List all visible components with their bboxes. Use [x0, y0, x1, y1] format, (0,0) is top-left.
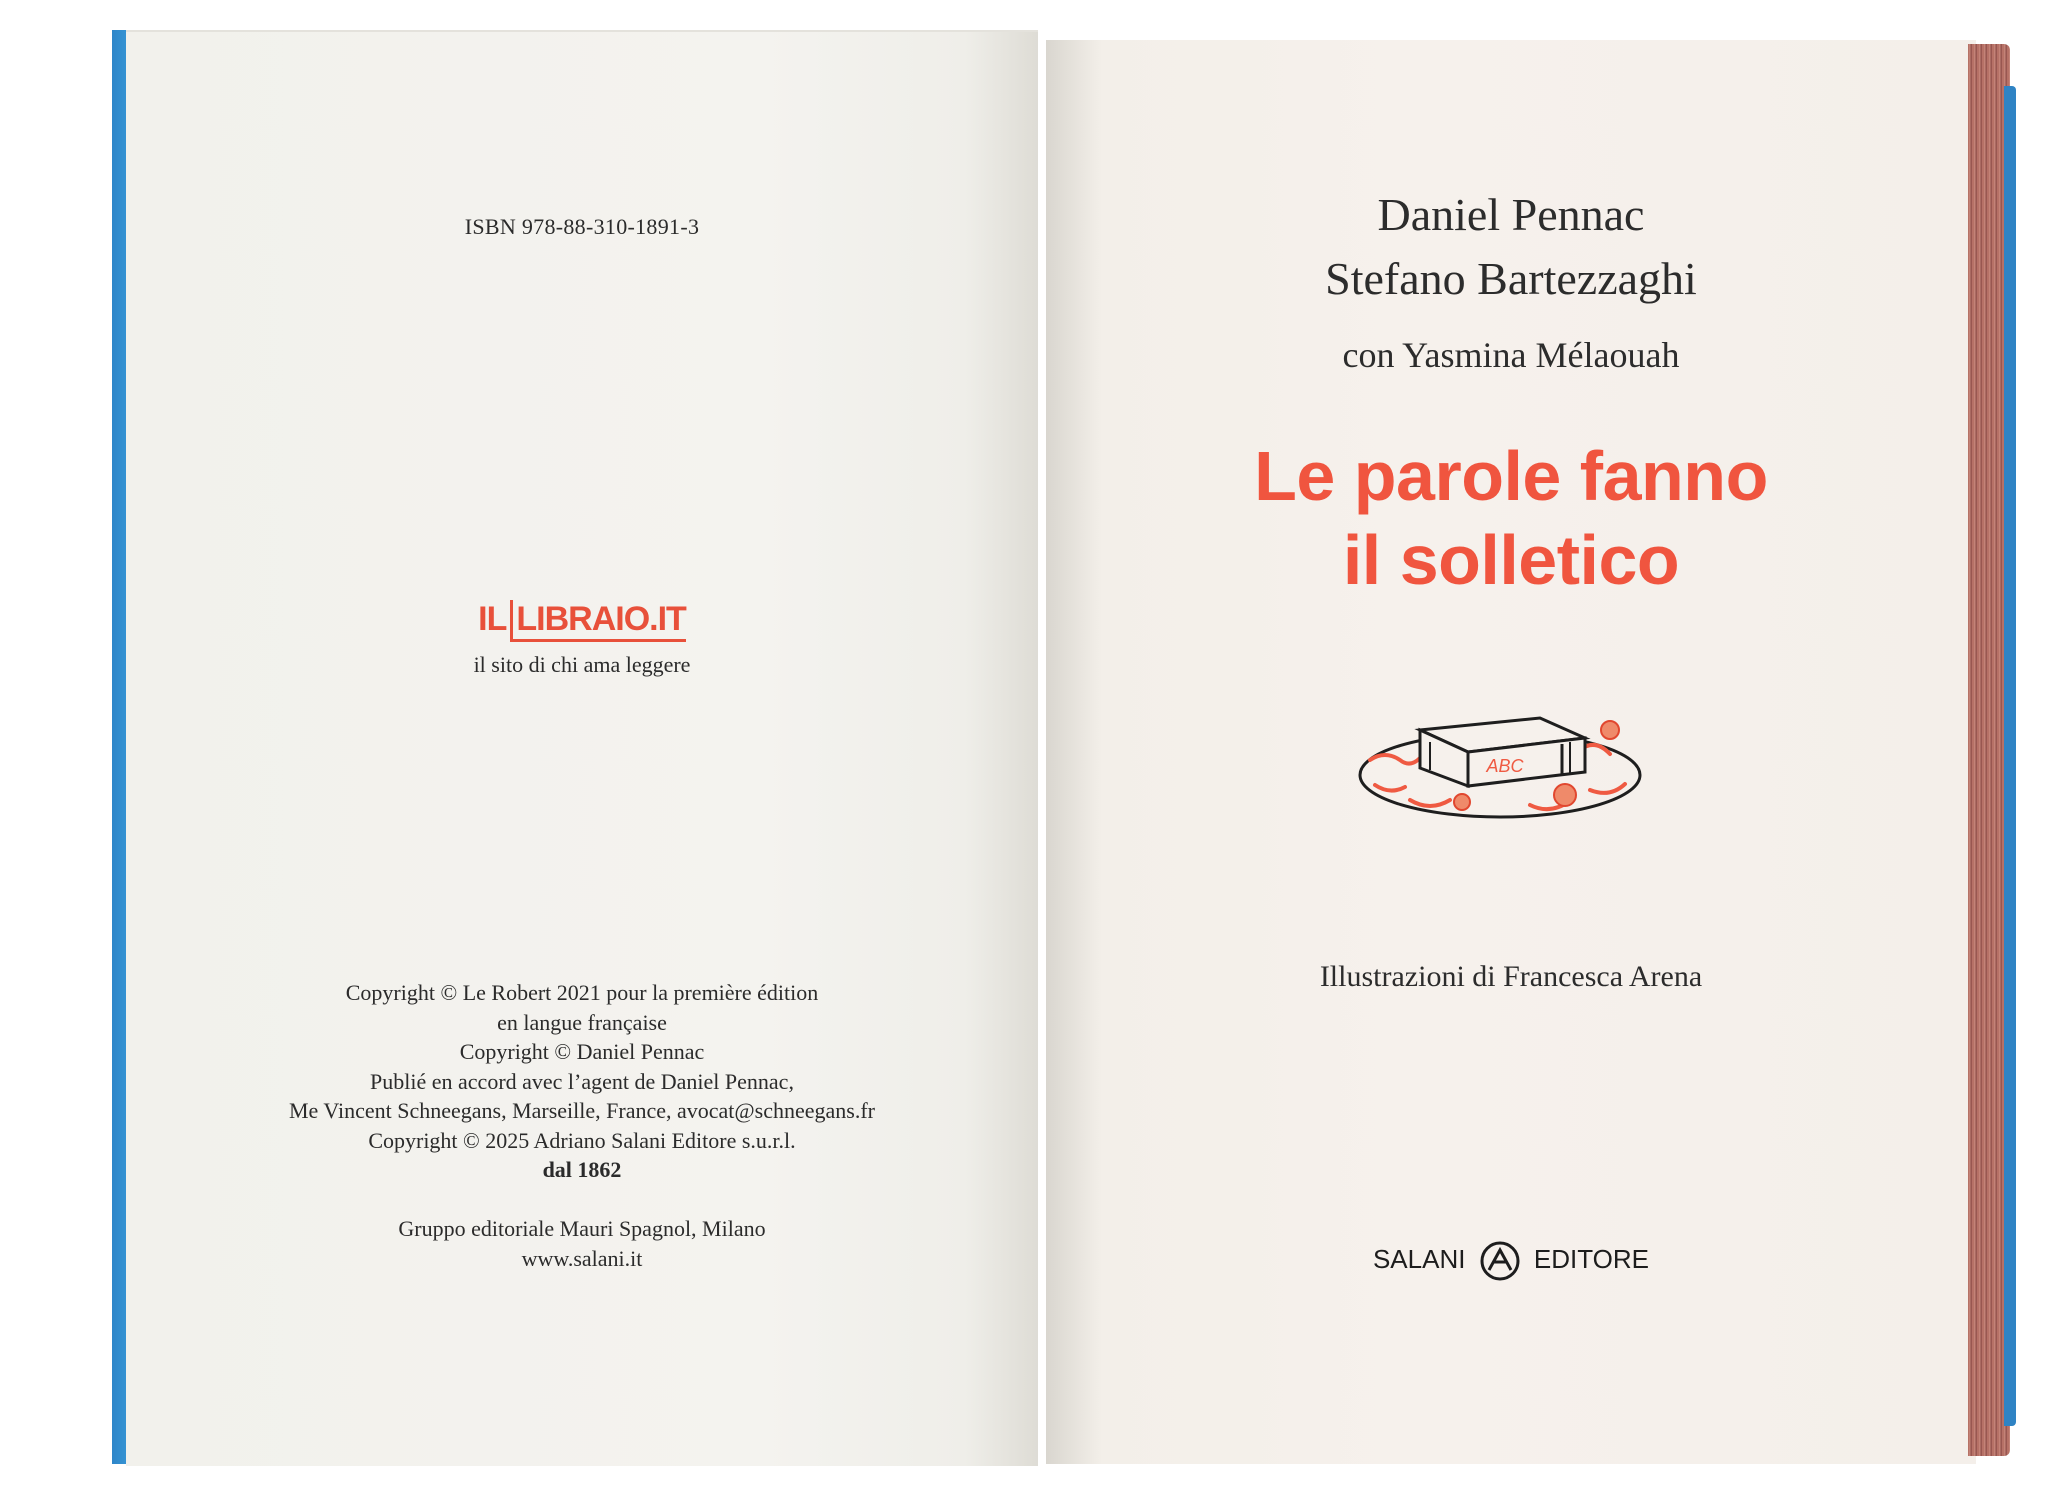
copyright-since: dal 1862	[542, 1157, 622, 1182]
copyright-line: Copyright © Daniel Pennac	[459, 1039, 705, 1064]
publisher-logo-right: EDITORE	[1533, 1243, 1650, 1274]
publisher-group: Gruppo editoriale Mauri Spagnol, Milano	[398, 1216, 766, 1241]
publisher-logo	[1046, 1240, 1976, 1282]
copyright-line: Me Vincent Schneegans, Marseille, France, avocat@schneegans.fr	[288, 1098, 876, 1123]
illustrator-credit: Illustrazioni di Francesca Arena	[1319, 960, 1703, 993]
illustration-label: ABC	[1486, 756, 1524, 776]
book-illustration	[1350, 690, 1650, 830]
title-line-2: il solletico	[1342, 521, 1680, 599]
copyright-line: Publié en accord avec l’agent de Daniel Pennac,	[370, 1068, 794, 1094]
isbn: ISBN 978-88-310-1891-3	[464, 214, 700, 239]
salani-emblem-icon	[1479, 1240, 1521, 1282]
copyright-line: Copyright © Le Robert 2021 pour la première édition	[345, 980, 819, 1005]
tagline: il sito di chi ama leggere	[473, 652, 691, 677]
author-2: Stefano Bartezzaghi	[1325, 253, 1697, 304]
copyright-block	[126, 978, 1038, 1185]
book-title	[1046, 434, 1976, 602]
collaborator: con Yasmina Mélaouah	[1342, 335, 1680, 375]
logo-part2: LIBRAIO.IT	[510, 600, 685, 642]
illibraio-logo	[126, 600, 1038, 642]
publisher-logo-left: SALANI	[1372, 1243, 1466, 1274]
copyright-line: en langue française	[497, 1009, 667, 1035]
publisher-block	[126, 1214, 1038, 1273]
title-line-1: Le parole fanno	[1254, 437, 1768, 515]
logo-part1: IL	[478, 600, 507, 638]
publisher-website: www.salani.it	[521, 1245, 643, 1271]
author-1: Daniel Pennac	[1377, 189, 1645, 240]
back-cover-edge	[2004, 86, 2016, 1426]
copyright-line: Copyright © 2025 Adriano Salani Editore s.u.r.l.	[368, 1127, 796, 1153]
